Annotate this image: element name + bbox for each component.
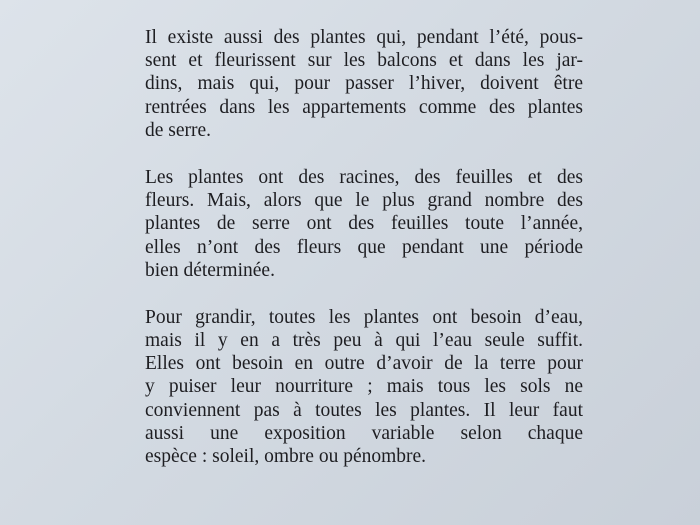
text-line: plantes de serre ont des feuilles toute l’année, xyxy=(145,213,583,235)
text-line: aussi une exposition variable selon chaque xyxy=(145,422,583,444)
text-line: dins, mais qui, pour passer l’hiver, doivent être xyxy=(145,73,583,95)
text-line: de serre. xyxy=(145,119,212,141)
paragraph-1 xyxy=(145,26,583,142)
text-line: y puiser leur nourriture ; mais tous les sols ne xyxy=(145,376,583,398)
paragraph-3 xyxy=(145,306,583,468)
text-line: mais il y en a très peu à qui l’eau seule suffit. xyxy=(145,330,583,352)
text-line: sent et fleurissent sur les balcons et dans les jar- xyxy=(145,50,583,72)
text-line: Il existe aussi des plantes qui, pendant l’été, pous- xyxy=(145,27,583,48)
text-line: Elles ont besoin en outre d’avoir de la terre pour xyxy=(145,353,583,375)
text-line: espèce : soleil, ombre ou pénombre. xyxy=(145,446,427,467)
text-line: bien déterminée. xyxy=(145,259,275,281)
text-line: rentrées dans les appartements comme des plantes xyxy=(145,96,583,118)
text-line: Les plantes ont des racines, des feuilles et des xyxy=(145,166,583,188)
text-block xyxy=(145,26,583,492)
text-line: fleurs. Mais, alors que le plus grand nombre des xyxy=(145,190,583,212)
text-line: conviennent pas à toutes les plantes. Il leur faut xyxy=(145,399,583,421)
text-line: elles n’ont des fleurs que pendant une période xyxy=(145,236,583,258)
paragraph-2 xyxy=(145,166,583,282)
text-line: Pour grandir, toutes les plantes ont besoin d’eau, xyxy=(145,306,583,328)
